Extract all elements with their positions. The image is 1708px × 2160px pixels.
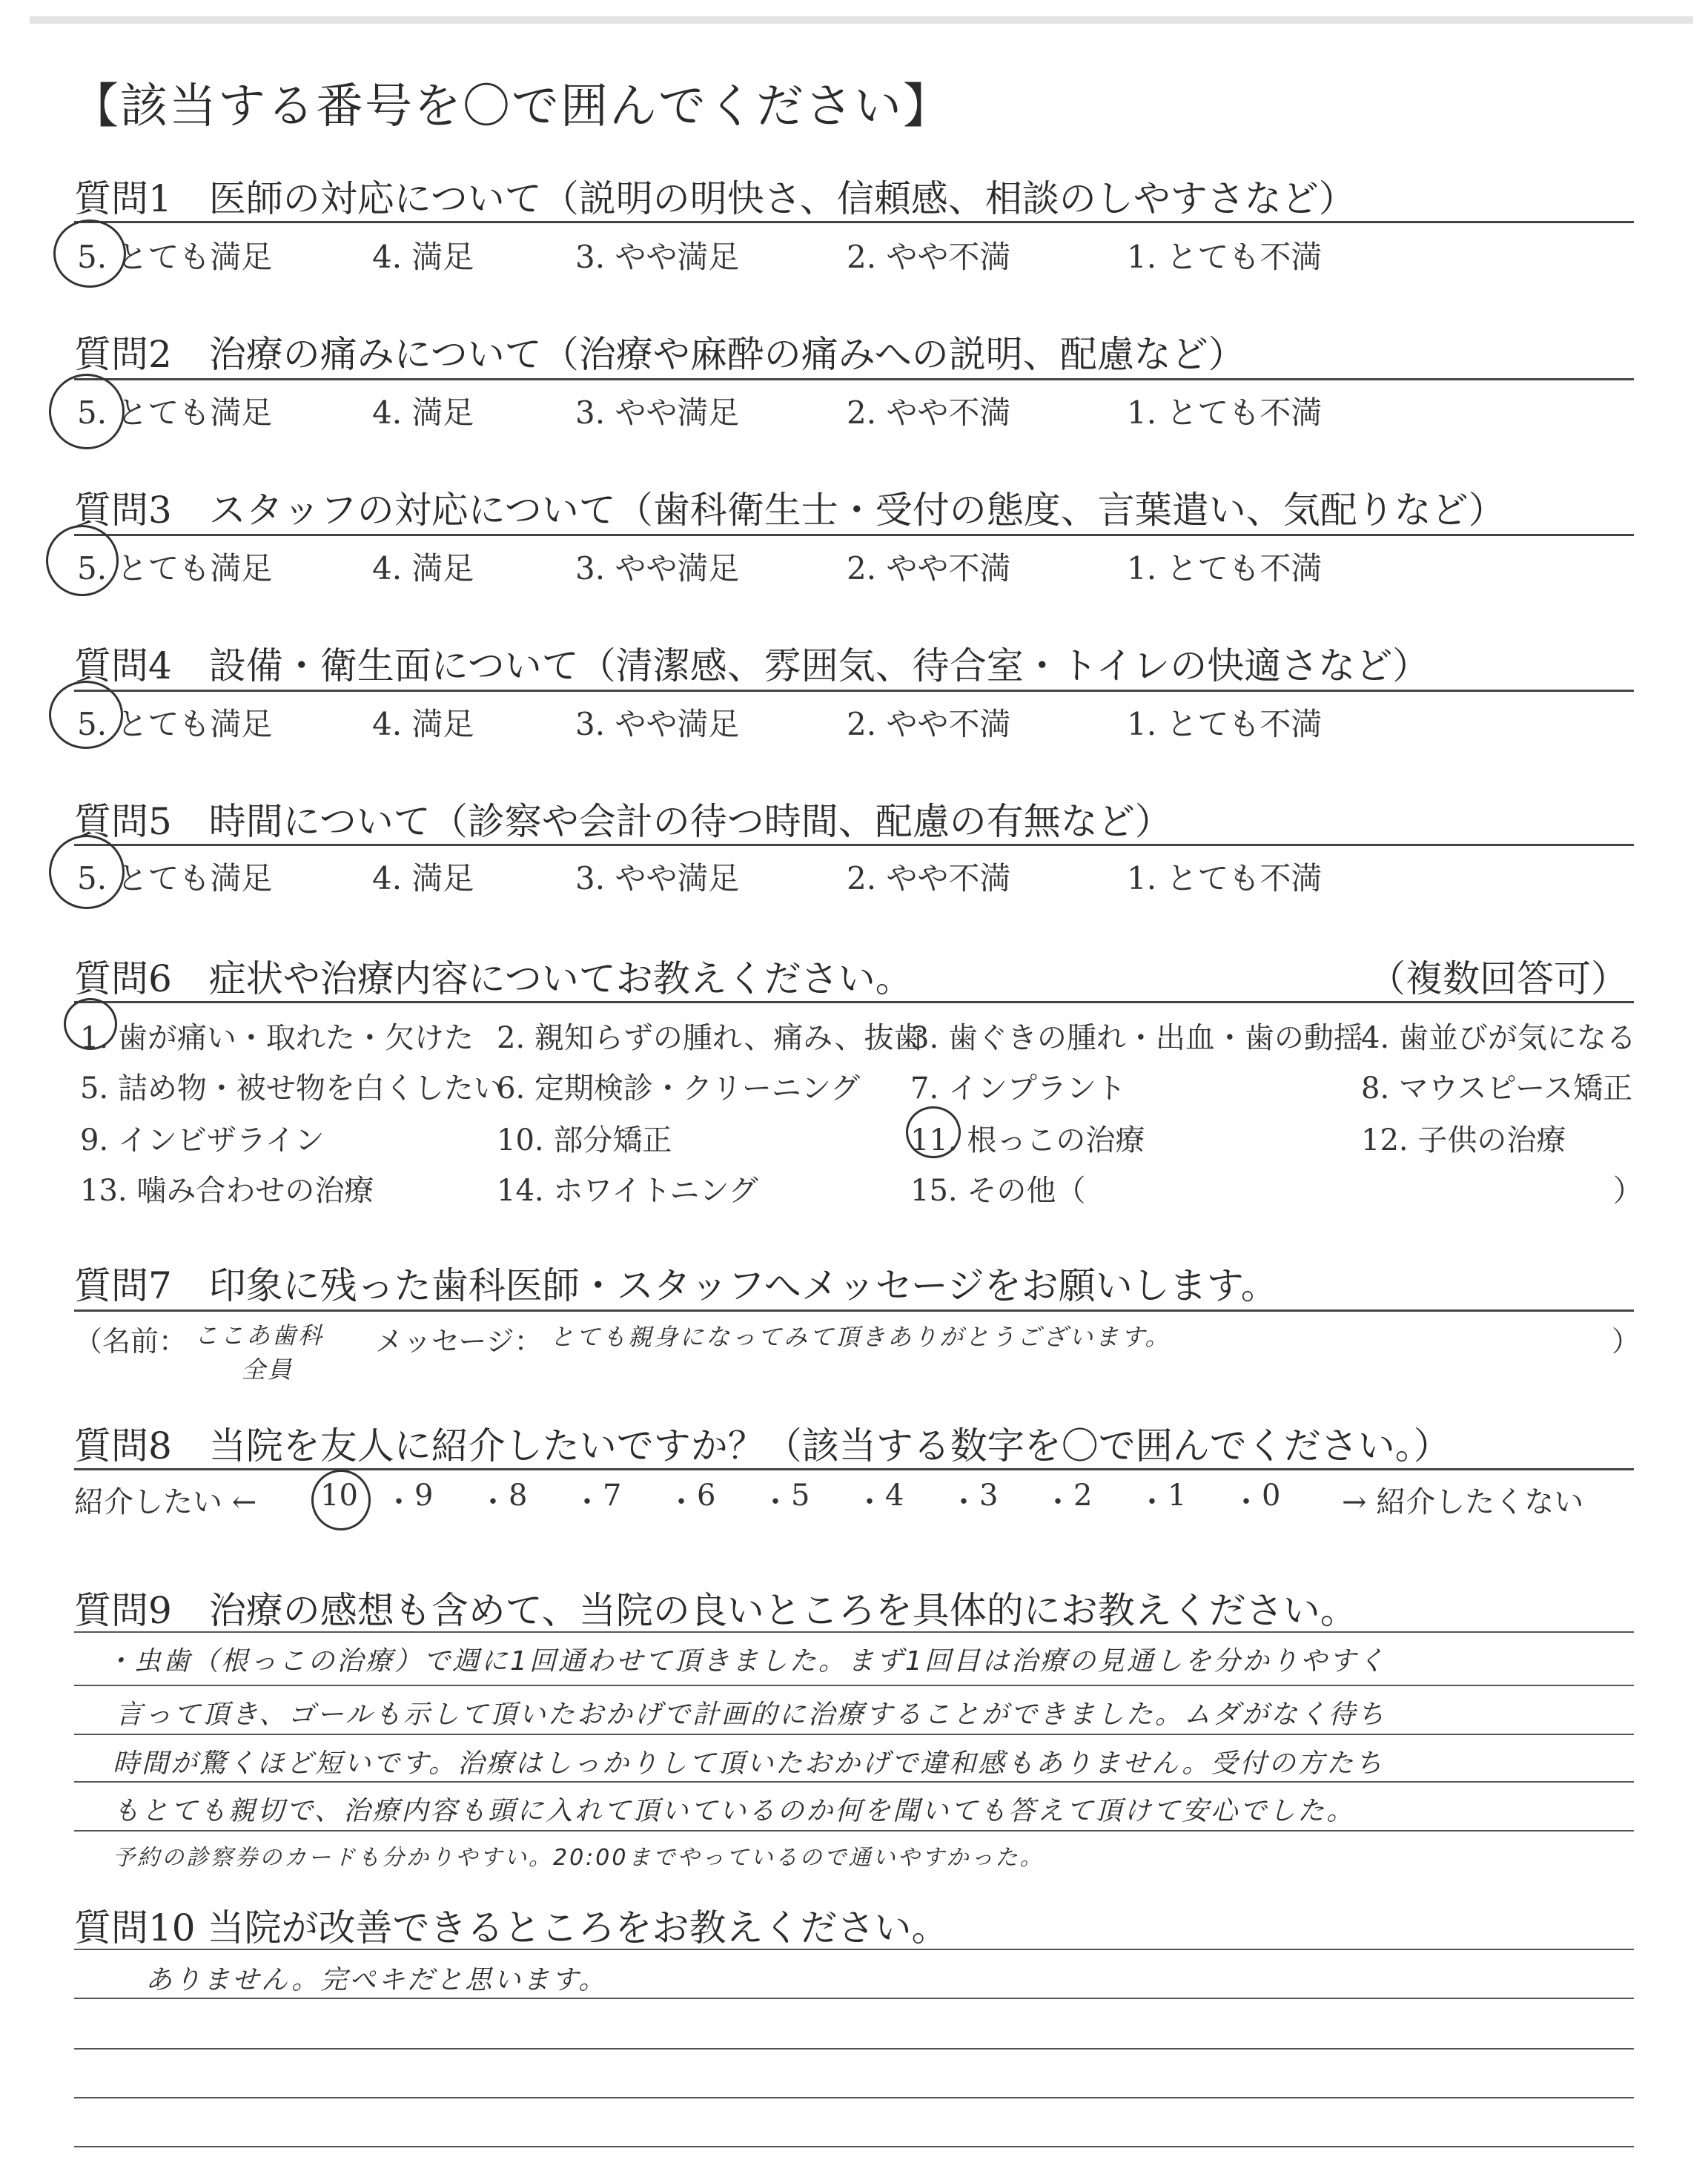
q8-scale-number[interactable]: 0	[1262, 1479, 1281, 1513]
q9-line	[74, 1685, 1634, 1686]
q3-selection-circle	[46, 525, 119, 596]
q6-item-4[interactable]: 4. 歯並びが気になる	[1361, 1021, 1636, 1055]
q9-line	[74, 1734, 1634, 1735]
q6-item-15-close: ）	[1613, 1174, 1643, 1208]
page-title: 【該当する番号を〇で囲んでください】	[71, 79, 952, 134]
q8-scale-number[interactable]: 1	[1168, 1479, 1187, 1513]
q7-message-value[interactable]: とても親身になってみて頂きありがとうございます。	[550, 1323, 1171, 1351]
q2-option-5[interactable]: 5. とても満足	[77, 394, 273, 431]
q8-left-label: 紹介したい ←	[74, 1485, 257, 1519]
q5-option-5[interactable]: 5. とても満足	[77, 860, 273, 896]
q8-scale-separator: ・	[949, 1485, 979, 1519]
q6-item-14[interactable]: 14. ホワイトニング	[497, 1174, 758, 1208]
q9-answer-line-3[interactable]: 時間が驚くほど短いです。治療はしっかりして頂いたおかげで違和感もありません。受付の方たち	[113, 1748, 1385, 1779]
q4-option-4[interactable]: 4. 満足	[372, 706, 474, 742]
q7-message-label: メッセージ：	[375, 1325, 543, 1358]
q10-answer[interactable]: ありません。完ぺキだと思います。	[145, 1965, 608, 1995]
q10-line	[74, 2146, 1634, 2147]
question-8: 質問8 当院を友人に紹介したいですか？（該当する数字を〇で囲んでください。）	[74, 1424, 1451, 1467]
q3-option-4[interactable]: 4. 満足	[372, 550, 474, 587]
q6-item-7[interactable]: 7. インプラント	[910, 1071, 1126, 1106]
q8-scale-number[interactable]: 7	[603, 1479, 622, 1513]
q4-option-5[interactable]: 5. とても満足	[77, 706, 273, 742]
q8-scale-number[interactable]: 8	[509, 1479, 528, 1513]
q8-scale-number[interactable]: 4	[885, 1479, 904, 1513]
question-4: 質問4 設備・衛生面について（清潔感、雰囲気、待合室・トイレの快適さなど）	[74, 644, 1430, 687]
q8-scale-separator: ・	[572, 1485, 602, 1519]
q8-scale-separator: ・	[478, 1485, 508, 1519]
question-5-rule	[74, 844, 1634, 846]
question-6-rule	[74, 1001, 1634, 1003]
q4-option-2[interactable]: 2. やや不満	[847, 706, 1011, 742]
q8-scale-number[interactable]: 9	[414, 1479, 434, 1513]
scan-top-edge	[30, 16, 1693, 24]
q10-line	[74, 2048, 1634, 2050]
q2-option-1[interactable]: 1. とても不満	[1127, 394, 1323, 431]
q3-option-2[interactable]: 2. やや不満	[847, 550, 1011, 587]
q9-answer-line-2[interactable]: 言って頂き、ゴールも示して頂いたおかげで計画的に治療することができました。ムダがなく待ち	[116, 1700, 1386, 1730]
q7-close-paren: ）	[1612, 1325, 1641, 1358]
question-4-rule	[74, 690, 1634, 692]
q5-selection-circle	[49, 835, 125, 909]
question-9: 質問9 治療の感想も含めて、当院の良いところを具体的にお教えください。	[74, 1589, 1357, 1632]
question-10: 質問10 当院が改善できるところをお教えください。	[74, 1906, 949, 1949]
q2-option-3[interactable]: 3. やや満足	[575, 394, 740, 431]
q6-selection-circle-1	[64, 998, 117, 1050]
q8-scale-separator: ・	[761, 1485, 790, 1519]
question-6-note: （複数回答可）	[1368, 957, 1628, 1000]
q8-scale-number[interactable]: 5	[791, 1479, 810, 1513]
q4-option-1[interactable]: 1. とても不満	[1127, 706, 1323, 742]
q6-item-12[interactable]: 12. 子供の治療	[1361, 1123, 1566, 1157]
q1-option-2[interactable]: 2. やや不満	[847, 239, 1011, 275]
q4-option-3[interactable]: 3. やや満足	[575, 706, 740, 742]
q1-option-3[interactable]: 3. やや満足	[575, 239, 740, 275]
q3-option-5[interactable]: 5. とても満足	[77, 550, 273, 587]
q3-option-3[interactable]: 3. やや満足	[575, 550, 740, 587]
q6-item-10[interactable]: 10. 部分矯正	[497, 1123, 672, 1157]
q1-selection-circle	[53, 219, 126, 288]
q5-option-2[interactable]: 2. やや不満	[847, 860, 1011, 896]
q6-item-6[interactable]: 6. 定期検診・クリーニング	[497, 1071, 861, 1106]
q9-answer-line-4[interactable]: もとても親切で、治療内容も頭に入れて頂いているのか何を聞いても答えて頂けて安心でした。	[113, 1796, 1356, 1826]
q1-option-5[interactable]: 5. とても満足	[77, 239, 273, 275]
q9-answer-line-5[interactable]: 予約の診察券のカードも分かりやすい。20:00までやっているので通いやすかった。	[113, 1845, 1045, 1871]
question-3-rule	[74, 534, 1634, 536]
q7-name-label: （名前：	[74, 1325, 188, 1358]
q8-scale-number[interactable]: 10	[320, 1479, 358, 1513]
q6-item-8[interactable]: 8. マウスピース矯正	[1361, 1071, 1633, 1106]
q3-option-1[interactable]: 1. とても不満	[1127, 550, 1323, 587]
q6-item-11[interactable]: 11. 根っこの治療	[910, 1123, 1145, 1157]
q10-line	[74, 2097, 1634, 2098]
q1-option-1[interactable]: 1. とても不満	[1127, 239, 1323, 275]
question-3: 質問3 スタッフの対応について（歯科衛生士・受付の態度、言葉遣い、気配りなど）	[74, 489, 1506, 532]
q9-answer-line-1[interactable]: ・虫歯（根っこの治療）で週に1回通わせて頂きました。まず1回目は治療の見通しを分かりやすく	[105, 1646, 1387, 1677]
q7-name-value[interactable]: ここあ歯科	[194, 1321, 325, 1350]
question-7-rule	[74, 1309, 1634, 1312]
q4-selection-circle	[49, 681, 123, 749]
q8-selection-circle	[311, 1470, 371, 1530]
q8-right-label: → 紹介したくない	[1342, 1485, 1584, 1519]
q9-line	[74, 1781, 1634, 1783]
q10-line	[74, 1949, 1634, 1950]
q10-line	[74, 1998, 1634, 1999]
q8-scale-separator: ・	[1137, 1485, 1167, 1519]
q8-scale-separator: ・	[855, 1485, 884, 1519]
q5-option-3[interactable]: 3. やや満足	[575, 860, 740, 896]
q6-item-1[interactable]: 1. 歯が痛い・取れた・欠けた	[80, 1021, 474, 1055]
q6-selection-circle-11	[906, 1106, 961, 1158]
q7-name-value-2[interactable]: 全員	[242, 1355, 294, 1384]
q9-line	[74, 1830, 1634, 1832]
question-2-rule	[74, 378, 1634, 380]
q8-scale-number[interactable]: 3	[979, 1479, 999, 1513]
question-7: 質問7 印象に残った歯科医師・スタッフへメッセージをお願いします。	[74, 1264, 1278, 1307]
q6-item-3[interactable]: 3. 歯ぐきの腫れ・出血・歯の動揺	[910, 1021, 1363, 1055]
q2-option-4[interactable]: 4. 満足	[372, 394, 474, 431]
q5-option-1[interactable]: 1. とても不満	[1127, 860, 1323, 896]
q6-item-15[interactable]: 15. その他（	[910, 1174, 1086, 1208]
q6-item-2[interactable]: 2. 親知らずの腫れ、痛み、抜歯	[497, 1021, 924, 1055]
question-1-rule	[74, 221, 1634, 223]
q1-option-4[interactable]: 4. 満足	[372, 239, 474, 275]
q6-item-9[interactable]: 9. インビザライン	[80, 1123, 325, 1157]
q8-scale-separator: ・	[1043, 1485, 1073, 1519]
q2-option-2[interactable]: 2. やや不満	[847, 394, 1011, 431]
q2-selection-circle	[49, 374, 125, 449]
q9-line	[74, 1631, 1634, 1633]
q8-scale-separator: ・	[666, 1485, 696, 1519]
question-8-rule	[74, 1468, 1634, 1470]
q8-scale-separator: ・	[1231, 1485, 1261, 1519]
question-2: 質問2 治療の痛みについて（治療や麻酔の痛みへの説明、配慮など）	[74, 333, 1245, 376]
question-5: 質問5 時間について（診察や会計の待つ時間、配慮の有無など）	[74, 800, 1172, 843]
question-1: 質問1 医師の対応について（説明の明快さ、信頼感、相談のしやすさなど）	[74, 177, 1356, 220]
q8-scale-separator: ・	[384, 1485, 414, 1519]
q5-option-4[interactable]: 4. 満足	[372, 860, 474, 896]
q8-scale-number[interactable]: 2	[1073, 1479, 1093, 1513]
q6-item-13[interactable]: 13. 噛み合わせの治療	[80, 1174, 374, 1208]
q6-item-5[interactable]: 5. 詰め物・被せ物を白くしたい	[80, 1071, 503, 1106]
q8-scale-number[interactable]: 6	[697, 1479, 716, 1513]
question-6: 質問6 症状や治療内容についてお教えください。	[74, 957, 913, 1000]
